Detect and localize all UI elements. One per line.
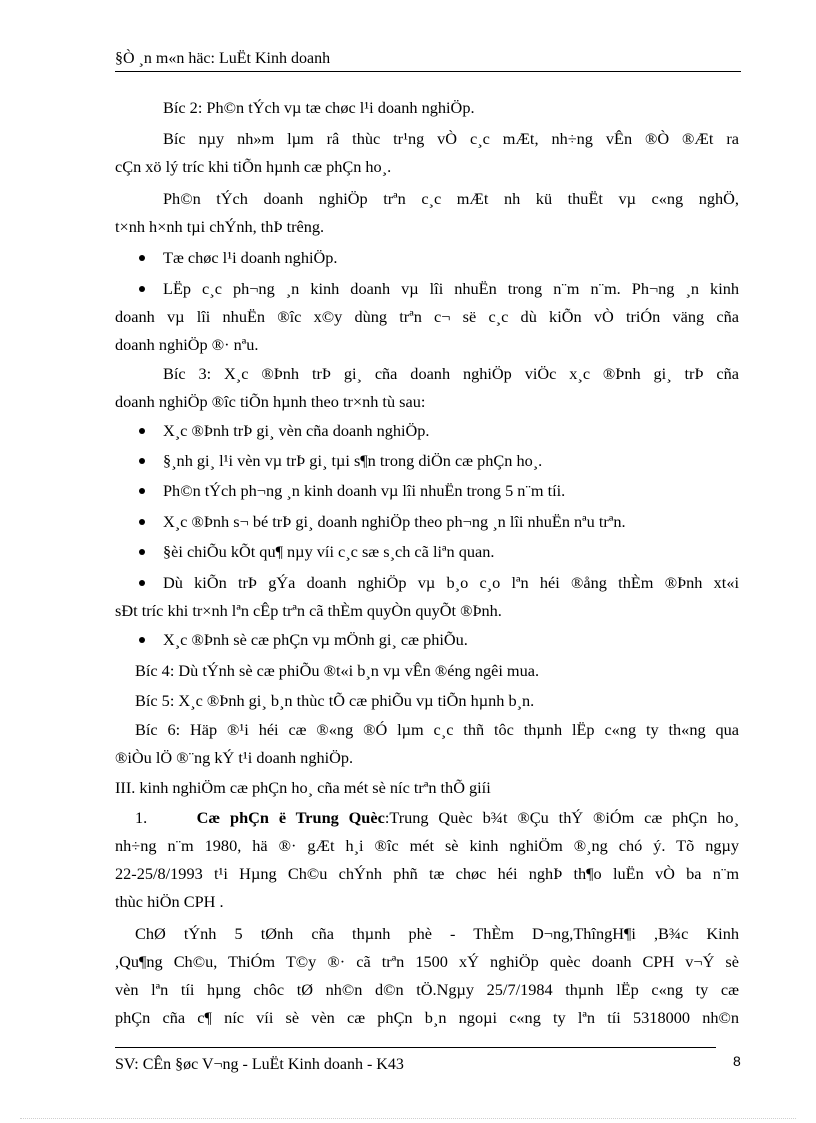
paragraph-line: cÇn xö lý tríc khi tiÕn hµnh cæ phÇn ho¸. [115, 157, 392, 176]
paragraph-line: doanh nghiÖp ®îc tiÕn hµnh theo tr×nh tù sau: [115, 392, 426, 411]
list-item: X¸c ®Þnh s¬ bé trÞ gi¸ doanh nghiÖp theo ph¬ng ¸n lîi nhuËn nªu trªn. [163, 512, 626, 531]
list-number: 1. [135, 808, 148, 827]
list-item: §èi chiÕu kÕt qu¶ nµy víi c¸c sæ s¸ch cã liªn quan. [163, 542, 495, 561]
bullet-icon [139, 488, 145, 494]
footer-divider [115, 1047, 716, 1048]
list-item: LËp c¸c ph¬ng ¸n kinh doanh vµ lîi nhuËn trong n¨m n¨m. Ph¬ng ¸n kinh [163, 279, 739, 298]
list-item: Dù kiÕn trÞ gÝa doanh nghiÖp vµ b¸o c¸o lªn héi ®ång thÈm ®Þnh xt«i [163, 573, 739, 592]
paragraph-line: t×nh h×nh tµi chÝnh, thÞ trêng. [115, 217, 325, 236]
footer-text: SV: CÊn §øc V¬ng - LuËt Kinh doanh - K43 [115, 1056, 404, 1073]
paragraph-line: Bíc 2: Ph©n tÝch vµ tæ chøc l¹i doanh nghiÖp. [163, 98, 475, 117]
paragraph-line: phÇn cña c¶ níc víi sè vèn cæ phÇn b¸n ngoµi c«ng ty lªn tíi 5318000 nh©n [115, 1008, 739, 1027]
paragraph-line: nh÷ng n¨m 1980, hä ®· gÆt h¸i ®îc mét sè kinh nghiÖm ®¸ng chó ý. Tõ ngµy [115, 836, 739, 855]
bullet-icon [139, 637, 145, 643]
paragraph-line: ®iÒu lÖ ®¨ng kÝ t¹i doanh nghiÖp. [115, 748, 354, 767]
list-item: X¸c ®Þnh trÞ gi¸ vèn cña doanh nghiÖp. [163, 421, 430, 440]
paragraph-line: doanh nghiÖp ®· nªu. [115, 335, 259, 354]
paragraph-line: ChØ tÝnh 5 tØnh cña thµnh phè - ThÈm D¬ng,ThîngH¶i ,B¾c Kinh [135, 924, 739, 943]
paragraph-line: doanh vµ lîi nhuËn ®îc x©y dùng trªn c¬ së c¸c dù kiÕn vÒ triÓn väng cña [115, 307, 739, 326]
bullet-icon [139, 519, 145, 525]
list-item: Tæ chøc l¹i doanh nghiÖp. [163, 248, 338, 267]
paragraph-line: thùc hiÖn CPH . [115, 892, 224, 911]
paragraph-line: ,Qu¶ng Ch©u, ThiÓm T©y ®· cã trªn 1500 xÝ nghiÖp quèc doanh CPH v¬Ý sè [115, 952, 739, 971]
paragraph-line: Ph©n tÝch doanh nghiÖp trªn c¸c mÆt nh kü thuËt vµ c«ng nghÖ, [163, 189, 739, 208]
bullet-icon [139, 428, 145, 434]
page-header [115, 50, 741, 72]
paragraph-line: Bíc 6: Häp ®¹i héi cæ ®«ng ®Ó lµm c¸c thñ tôc thµnh lËp c«ng ty th«ng qua [135, 720, 739, 739]
page-number: 8 [733, 1053, 741, 1069]
paragraph-line: vèn lªn tíi hµng chôc tØ nh©n d©n tÖ.Ngµy 25/7/1984 thµnh lËp c«ng ty cæ [115, 980, 739, 999]
paragraph-line: sÐt tríc khi tr×nh lªn cÊp trªn cã thÈm quyÒn quyÕt ®Þnh. [115, 601, 502, 620]
bullet-icon [139, 458, 145, 464]
paragraph-line: Bíc nµy nh»m lµm râ thùc tr¹ng vÒ c¸c mÆt, nh÷ng vÊn ®Ò ®Æt ra [163, 129, 739, 148]
list-item: §¸nh gi¸ l¹i vèn vµ trÞ gi¸ tµi s¶n trong diÖn cæ phÇn ho¸. [163, 451, 543, 470]
paragraph-line: Bíc 4: Dù tÝnh sè cæ phiÕu ®t«i b¸n vµ vÊn ®éng ngêi mua. [135, 661, 540, 680]
section-heading: III. kinh nghiÖm cæ phÇn ho¸ cña mét sè níc trªn thÕ giíi [115, 778, 491, 797]
paragraph-line: 22-25/8/1993 t¹i Hµng Ch©u chÝnh phñ tæ chøc héi nghÞ th¶o luËn vÒ ba n¨m [115, 864, 739, 883]
bullet-icon [139, 255, 145, 261]
subsection-heading [115, 805, 739, 831]
page-edge-divider [20, 1118, 796, 1119]
header-title: §Ò ¸n m«n häc: LuËt Kinh doanh [115, 50, 331, 67]
subsection-text: :Trung Quèc b¾t ®Çu thÝ ®iÓm cæ phÇn ho¸ [384, 808, 739, 827]
list-item: X¸c ®Þnh sè cæ phÇn vµ mÖnh gi¸ cæ phiÕu. [163, 630, 468, 649]
paragraph-line: Bíc 3: X¸c ®Þnh trÞ gi¸ cña doanh nghiÖp viÖc x¸c ®Þnh gi¸ trÞ cña [163, 364, 739, 383]
list-item: Ph©n tÝch ph¬ng ¸n kinh doanh vµ lîi nhuËn trong 5 n¨m tíi. [163, 481, 566, 500]
bullet-icon [139, 549, 145, 555]
paragraph-line: Bíc 5: X¸c ®Þnh gi¸ b¸n thùc tÕ cæ phiÕu vµ tiÕn hµnh b¸n. [135, 691, 535, 710]
subsection-title: Cæ phÇn ë Trung Quèc [196, 808, 385, 827]
